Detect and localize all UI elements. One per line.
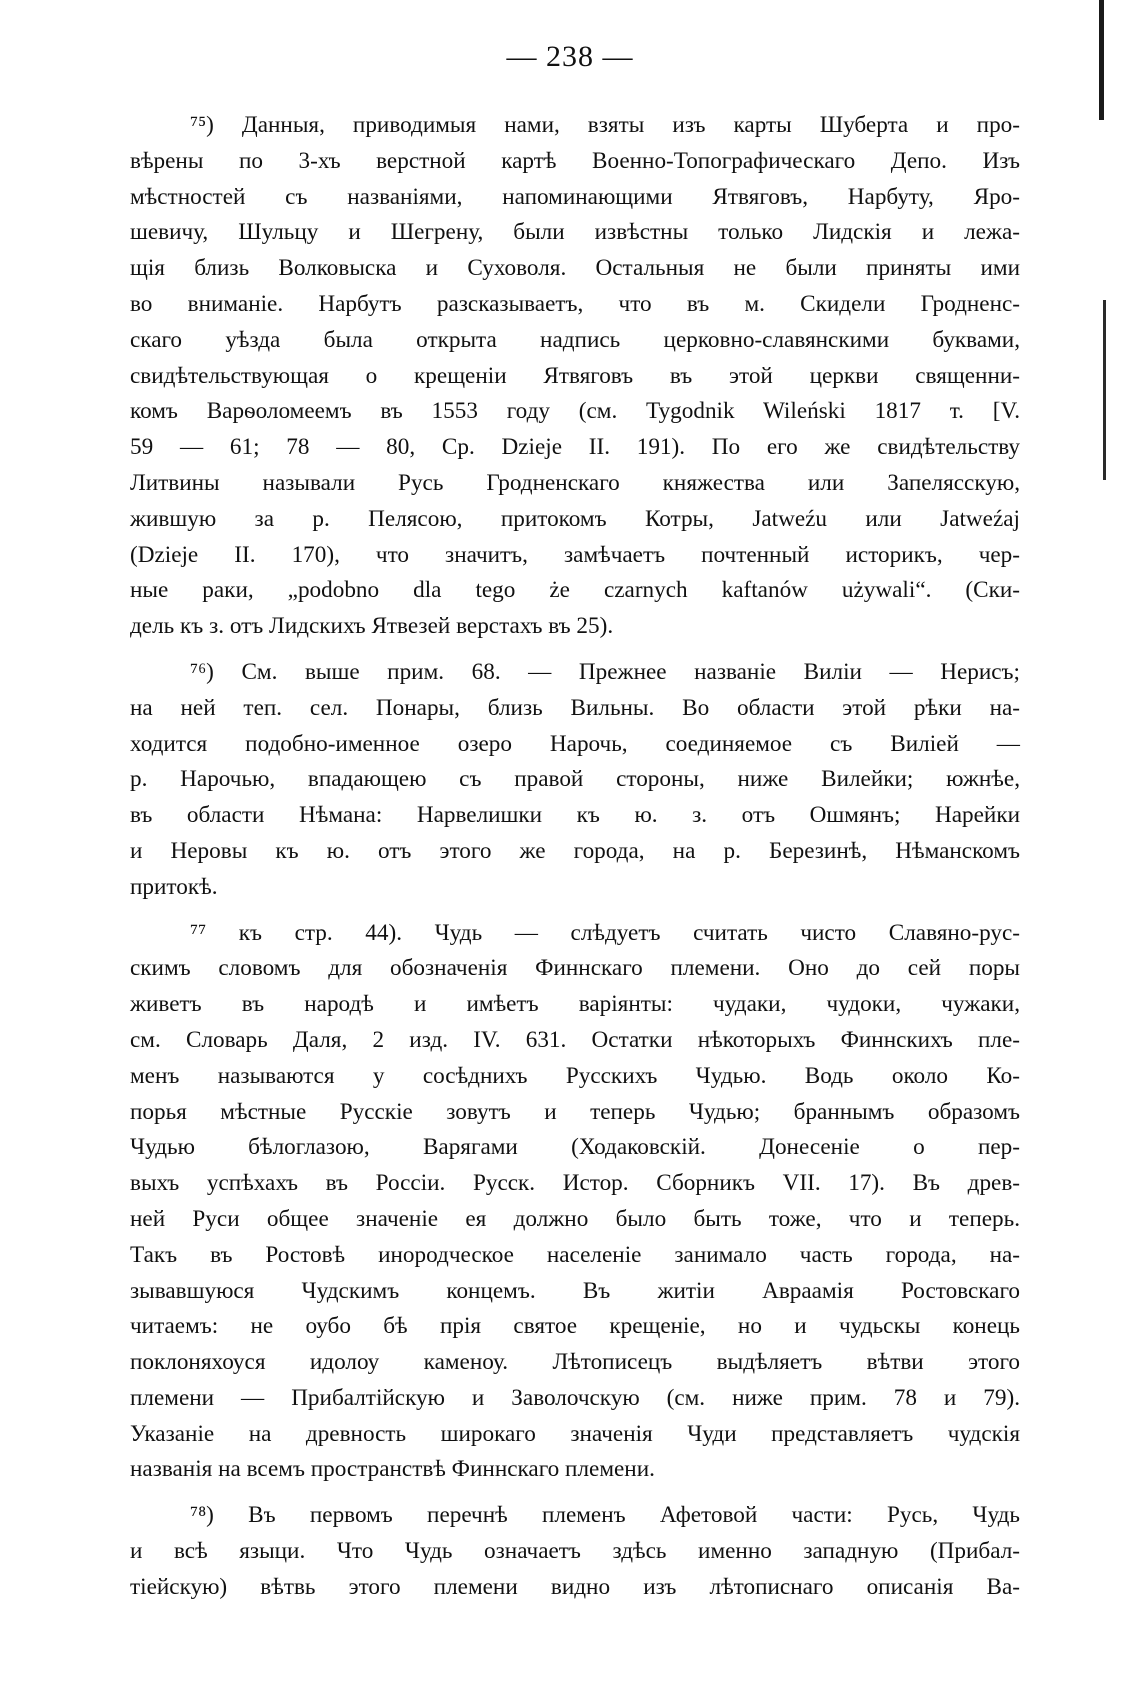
footnote-75 [130,108,1020,645]
text-line: 59 — 61; 78 — 80, Cp. Dzieje II. 191). По его же свидѣтельству [130,434,1020,461]
text-line: притокѣ. [130,873,218,900]
text-line: свидѣтельствующая о крещеніи Ятвяговъ въ этой церкви священни- [130,362,1020,389]
footnote-76 [130,655,1020,906]
text-line: ней Руси общее значеніе ея должно было быть тоже, что и теперь. [130,1205,1020,1232]
text-line: (Dzieje II. 170), что значитъ, замѣчаетъ почтенный историкъ, чер- [130,541,1020,568]
text-line: ные раки, „podobno dla tego że czarnych kaftanów używali“. (Ски- [130,577,1020,604]
text-line: скаго уѣзда была открыта надпись церковно-славянскими буквами, [130,326,1020,353]
text-line: см. Словарь Даля, 2 изд. IV. 631. Остатки нѣкоторыхъ Финнскихъ пле- [130,1026,1020,1053]
text-line: ⁷⁵) Данныя, приводимыя нами, взяты изъ карты Шуберта и про- [190,112,1020,138]
text-line: шевичу, Шульцу и Шегрену, были извѣстны только Лидскія и лежа- [130,219,1020,246]
text-line: комъ Варѳоломеемъ въ 1553 году (см. Tygodnik Wileński 1817 т. [V. [130,398,1020,425]
text-line: во вниманіе. Нарбутъ разсказываетъ, что въ м. Скидели Гродненс- [130,290,1020,317]
footnote-78 [130,1498,1020,1605]
text-line: тіейскую) вѣтвь этого племени видно изъ лѣтописнаго описанія Ва- [130,1573,1020,1600]
text-line: поклоняхоуся идолоу каменоу. Лѣтописецъ выдѣляетъ вѣтви этого [130,1349,1020,1376]
text-line: ⁷⁸) Въ первомъ перечнѣ племенъ Афетовой части: Русь, Чудь [190,1502,1020,1529]
text-line: ⁷⁷ къ стр. 44). Чудь — слѣдуетъ считать чисто Славяно-рус- [190,919,1020,946]
text-line: живетъ въ народѣ и имѣетъ варіянты: чудаки, чудоки, чужаки, [130,991,1020,1018]
text-line: ⁷⁶) См. выше прим. 68. — Прежнее названіе Виліи — Нерисъ; [190,658,1020,685]
scan-edge-mark [1103,300,1106,480]
text-line: на ней теп. сел. Понары, близь Вильны. Во области этой рѣки на- [130,694,1020,721]
text-line: Чудью бѣлоглазою, Варягами (Ходаковскій. Донесеніе о пер- [130,1134,1020,1161]
text-line: вѣрены по 3-хъ верстной картѣ Военно-Топографическаго Депо. Изъ [130,147,1020,174]
text-line: ходится подобно-именное озеро Нарочь, соединяемое съ Виліей — [130,730,1020,757]
text-line: жившую за р. Пелясою, притокомъ Котры, Jatweźu или Jatweźaj [130,505,1020,532]
text-line: и Неровы къ ю. отъ этого же города, на р. Березинѣ, Нѣманскомъ [130,837,1020,864]
footnote-77 [130,916,1020,1489]
text-line: племени — Прибалтійскую и Заволочскую (см. ниже прим. 78 и 79). [130,1384,1020,1411]
text-line: Такъ въ Ростовѣ инородческое населеніе занимало часть города, на- [130,1241,1020,1268]
text-line: выхъ успѣхахъ въ Россіи. Русск. Истор. Сборникъ VII. 17). Въ древ- [130,1170,1020,1197]
text-line: читаемъ: не оубо бѣ прія святое крещеніе, но и чудьскы конець [130,1313,1020,1340]
page-body [130,108,1020,1606]
page-number: — 238 — [506,40,634,73]
text-line: р. Нарочью, впадающею съ правой стороны, ниже Вилейки; южнѣе, [130,766,1020,793]
text-line: скимъ словомъ для обозначенія Финнскаго племени. Оно до сей поры [130,955,1020,982]
text-line: порья мѣстные Русскіе зовутъ и теперь Чудью; браннымъ образомъ [130,1098,1020,1125]
text-line: дель къ з. отъ Лидскихъ Ятвезей верстахъ въ 25). [130,613,614,640]
text-line: Указаніе на древность широкаго значенія Чуди представляетъ чудскія [130,1420,1020,1447]
text-line: менъ называются у сосѣднихъ Русскихъ Чудью. Водь около Ко- [130,1062,1020,1089]
text-line: въ области Нѣмана: Нарвелишки къ ю. з. отъ Ошмянъ; Нарейки [130,802,1020,829]
text-line: мѣстностей съ названіями, напоминающими Ятвяговъ, Нарбуту, Яро- [130,183,1020,210]
text-line: зывавшуюся Чудскимъ концемъ. Въ житіи Авраамія Ростовскаго [130,1277,1020,1304]
text-line: щія близь Волковыска и Суховоля. Остальныя не были приняты ими [130,255,1020,282]
text-line: названія на всемъ пространствѣ Финнскаго племени. [130,1456,655,1483]
text-line: Литвины называли Русь Гродненскаго княжества или Запелясскую, [130,469,1020,496]
text-line: и всѣ языци. Что Чудь означаетъ здѣсь именно западную (Прибал- [130,1538,1020,1565]
